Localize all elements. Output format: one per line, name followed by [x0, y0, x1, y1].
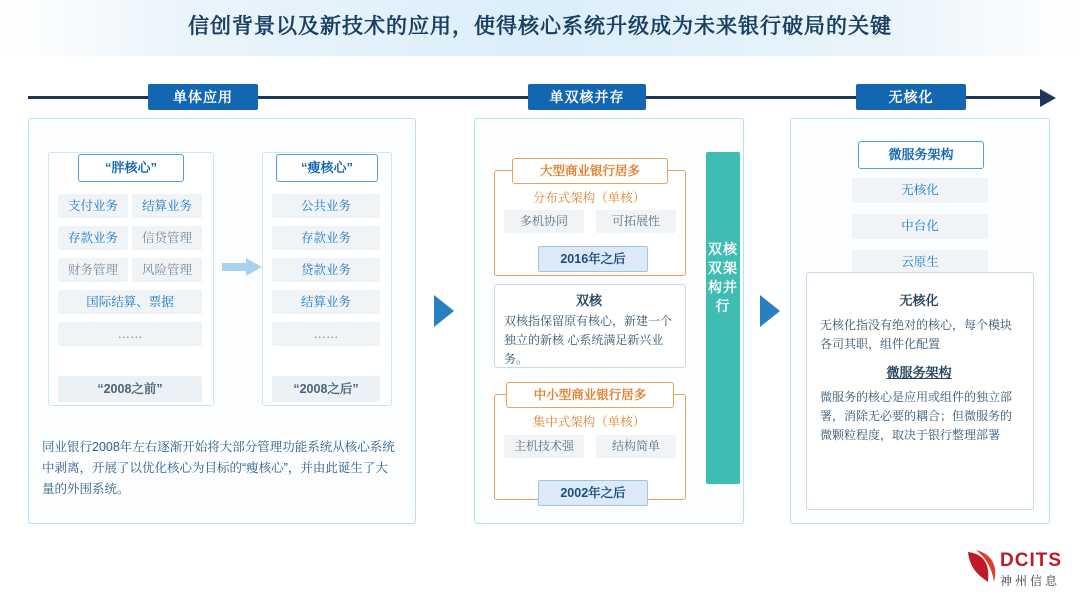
thin-core-foot: “2008之后”	[272, 376, 380, 402]
coreless-note-subtitle: 微服务架构	[886, 365, 952, 380]
panel-arrow-2-icon	[760, 295, 780, 327]
microservice-cell: 云原生	[852, 250, 988, 275]
thin-core-cell: 贷款业务	[272, 258, 380, 282]
panel1-caption: 同业银行2008年左右逐渐开始将大部分管理功能系统从核心系统中剥离，开展了以优化核心为目标的“瘦核心”，并由此诞生了大量的外围系统。	[42, 440, 395, 496]
fat-core-cell: 信贷管理	[132, 226, 202, 250]
large-bank-pill: 可拓展性	[596, 210, 676, 233]
fat-core-cell: ……	[58, 322, 202, 346]
small-bank-sub: 集中式架构（单核）	[532, 415, 646, 429]
logo-name: DCITS	[1000, 550, 1062, 571]
thin-core-head: “瘦核心”	[276, 154, 378, 182]
dual-core-vertical-label: 双核双架构并行	[708, 241, 738, 314]
small-bank-pill: 主机技术强	[504, 435, 584, 458]
stage-label-3: 无核化	[856, 84, 966, 110]
panel-arrow-1-icon	[434, 295, 454, 327]
thin-core-cell: 结算业务	[272, 290, 380, 314]
large-bank-foot: 2016年之后	[538, 246, 648, 272]
fat-core-cell: 国际结算、票据	[58, 290, 202, 314]
thin-core-cell: 存款业务	[272, 226, 380, 250]
stage-label-1: 单体应用	[148, 84, 258, 110]
fat-core-cell: 结算业务	[132, 194, 202, 218]
fat-core-cell: 存款业务	[58, 226, 128, 250]
coreless-note-body-1: 无核化指没有绝对的核心，每个模块各司其职，组件化配置	[820, 318, 1013, 351]
timeline-arrow-icon	[1040, 89, 1056, 107]
transition-arrow-icon	[222, 258, 262, 276]
logo-subtitle: 神州信息	[1000, 574, 1061, 588]
thin-core-cell: 公共业务	[272, 194, 380, 218]
fat-core-foot: “2008之前”	[58, 376, 202, 402]
fat-core-cell: 财务管理	[58, 258, 128, 282]
coreless-note-title: 无核化	[899, 293, 939, 308]
small-bank-head: 中小型商业银行居多	[506, 382, 674, 408]
fat-core-cell: 支付业务	[58, 194, 128, 218]
microservice-cell: 中台化	[852, 214, 988, 239]
dual-core-vertical-bar	[706, 152, 740, 484]
coreless-note-body-2: 微服务的核心是应用或组件的独立部署，消除无必要的耦合；但微服务的微颗粒程度，取决于银行整理部署	[820, 390, 1013, 442]
microservice-head: 微服务架构	[858, 141, 984, 169]
microservice-cell: 无核化	[852, 178, 988, 203]
stage-label-2: 单双核并存	[528, 84, 646, 110]
small-bank-pill: 结构简单	[596, 435, 676, 458]
page-title: 信创背景以及新技术的应用，使得核心系统升级成为未来银行破局的关键	[188, 15, 892, 38]
fat-core-cell: 风险管理	[132, 258, 202, 282]
fat-core-head: “胖核心”	[78, 154, 184, 182]
dual-core-note-body: 双核指保留原有核心，新建一个独立的新核 心系统满足新兴业务。	[504, 314, 673, 366]
small-bank-foot: 2002年之后	[538, 480, 648, 506]
large-bank-pill: 多机协同	[504, 210, 584, 233]
large-bank-head: 大型商业银行居多	[512, 158, 668, 184]
large-bank-sub: 分布式架构（单核）	[532, 191, 646, 205]
thin-core-cell: ……	[272, 322, 380, 346]
dual-core-note-title: 双核	[575, 293, 602, 308]
